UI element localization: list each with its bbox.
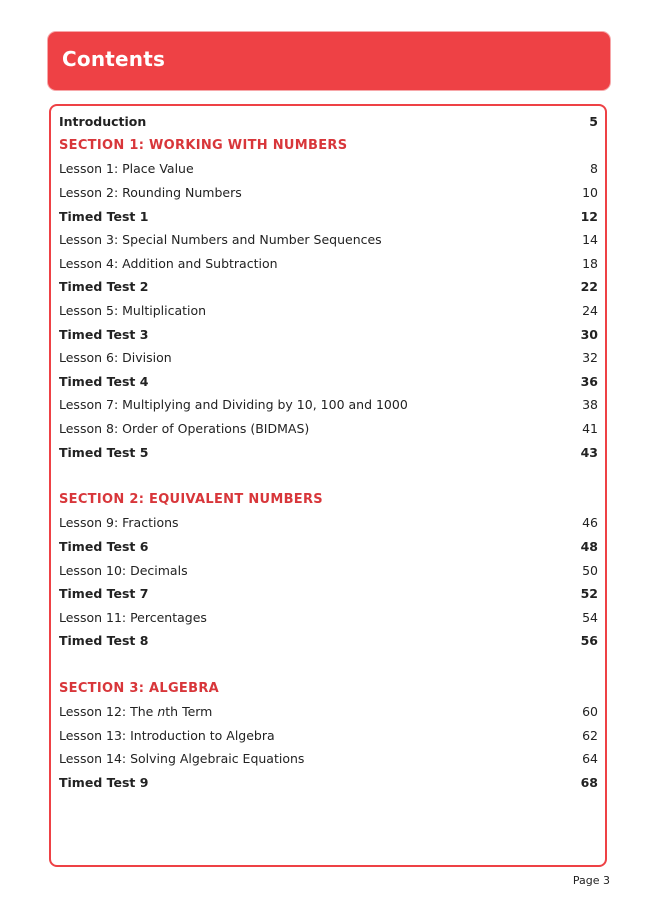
toc-entry-label: Lesson 11: Percentages [59,609,207,625]
toc-entry-label: Lesson 10: Decimals [59,562,188,578]
toc-entry-page: 62 [582,727,598,743]
toc-entry-label: Lesson 9: Fractions [59,515,179,531]
toc-entry-label: Lesson 13: Introduction to Algebra [59,727,275,743]
toc-entry-label: Lesson 2: Rounding Numbers [59,185,242,201]
toc-entry [59,393,598,417]
toc-entry [59,275,598,299]
toc-entry-label: Lesson 6: Division [59,350,172,366]
toc-entry [59,204,598,228]
toc-entry-page: 22 [580,279,598,295]
toc-entry [59,252,598,276]
toc-entry [59,322,598,346]
toc-entry [59,535,598,559]
toc-entry-page: 52 [580,586,598,602]
toc-entry-label: Timed Test 6 [59,538,149,554]
toc-section-heading [59,676,598,700]
toc-entry-label: Timed Test 4 [59,373,149,389]
toc-entry-label: SECTION 3: ALGEBRA [59,680,219,696]
toc-entry-label: Timed Test 2 [59,279,149,295]
toc-entry-label: Lesson 7: Multiplying and Dividing by 10, 100 and 1000 [59,397,408,413]
toc-entry-label: Introduction [59,114,147,130]
toc-entry-label: Timed Test 3 [59,326,149,342]
toc-entry-label: Lesson 12: The nth Term [59,704,213,720]
toc-entry-page: 41 [582,421,598,437]
toc-entry-label: Lesson 8: Order of Operations (BIDMAS) [59,421,310,437]
toc-entry [59,110,598,134]
toc-entry-label: Lesson 4: Addition and Subtraction [59,255,278,271]
toc-list [59,110,598,794]
toc-entry-page: 38 [582,397,598,413]
toc-entry [59,370,598,394]
toc-entry-label: Timed Test 8 [59,633,149,649]
toc-entry-page: 36 [580,373,598,389]
toc-entry-page: 48 [580,538,598,554]
toc-entry [59,440,598,464]
toc-entry [59,582,598,606]
toc-entry [59,511,598,535]
toc-entry-label: Timed Test 9 [59,774,149,790]
toc-entry-label: SECTION 2: EQUIVALENT NUMBERS [59,491,323,507]
toc-entry-label: Lesson 1: Place Value [59,161,194,177]
toc-entry-page: 54 [582,609,598,625]
toc-entry-page: 14 [582,232,598,248]
toc-entry-page: 60 [582,704,598,720]
toc-section-heading [59,134,598,158]
toc-entry-page: 46 [582,515,598,531]
toc-entry [59,228,598,252]
page-title: Contents [62,47,166,71]
toc-entry-page: 18 [582,255,598,271]
toc-entry [59,771,598,795]
toc-entry-page: 68 [580,774,598,790]
toc-entry [59,723,598,747]
toc-entry-page: 10 [582,185,598,201]
toc-entry-label: Timed Test 7 [59,586,149,602]
toc-entry [59,417,598,441]
contents-header [48,32,610,90]
table-of-contents [49,104,607,867]
toc-entry-page: 50 [582,562,598,578]
toc-entry [59,558,598,582]
toc-entry-label: Lesson 5: Multiplication [59,303,207,319]
toc-entry-page: 32 [582,350,598,366]
toc-entry [59,346,598,370]
page-number-footer: Page 3 [572,874,610,887]
toc-entry-page: 24 [582,303,598,319]
toc-entry [59,605,598,629]
toc-entry-label: Timed Test 5 [59,444,149,460]
toc-entry-page: 5 [589,114,598,130]
toc-entry [59,181,598,205]
toc-entry-label: Timed Test 1 [59,208,149,224]
toc-entry-label: SECTION 1: WORKING WITH NUMBERS [59,137,348,153]
toc-entry [59,157,598,181]
toc-entry-page: 64 [582,751,598,767]
toc-entry [59,700,598,724]
toc-entry-label: Lesson 3: Special Numbers and Number Sequences [59,232,382,248]
toc-entry [59,629,598,653]
toc-entry-page: 56 [580,633,598,649]
toc-section-heading [59,488,598,512]
toc-entry-page: 30 [580,326,598,342]
toc-entry-page: 12 [580,208,598,224]
toc-entry [59,747,598,771]
toc-entry-page: 8 [590,161,598,177]
toc-entry-page: 43 [580,444,598,460]
toc-entry-label: Lesson 14: Solving Algebraic Equations [59,751,305,767]
toc-entry [59,299,598,323]
